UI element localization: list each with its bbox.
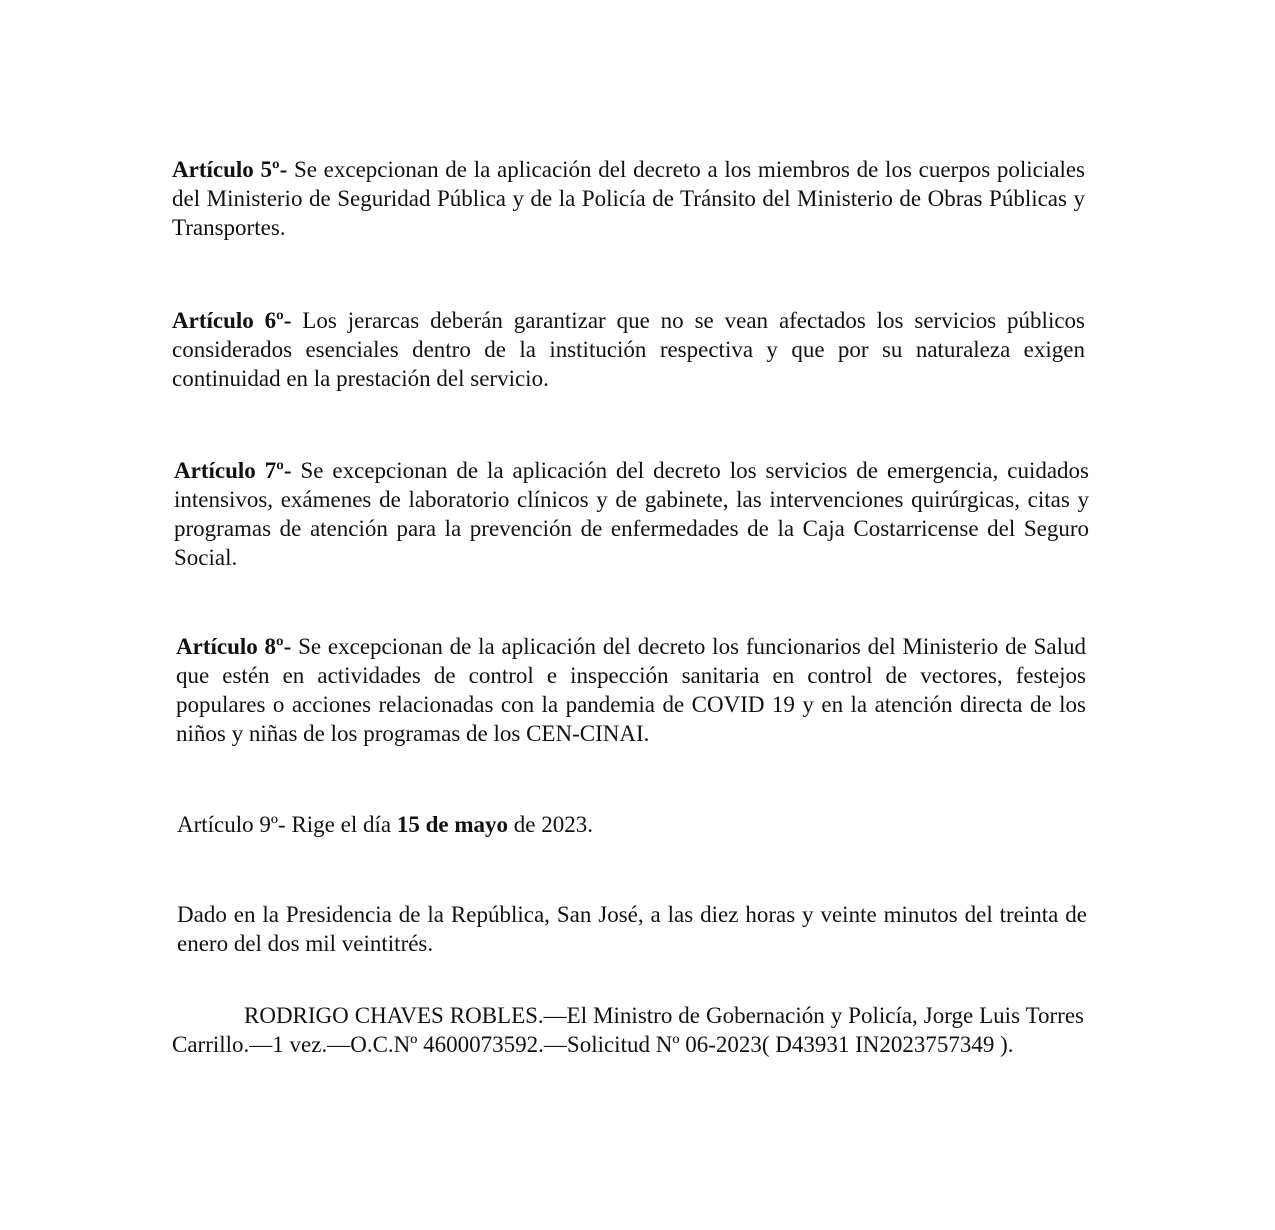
article-9 xyxy=(177,810,1082,839)
article-8 xyxy=(176,632,1086,748)
article-6-text: Los jerarcas deberán garantizar que no se vean afectados los servicios públicos considerados esenciales dentro de la institución respectiva y que por su naturaleza exigen continuidad en la prestación del servicio. xyxy=(172,308,1085,391)
article-7 xyxy=(174,456,1089,572)
article-6-heading: Artículo 6º- xyxy=(172,308,292,333)
signature-paragraph: RODRIGO CHAVES ROBLES.—El Ministro de Gobernación y Policía, Jorge Luis Torres Carrillo.—1 vez.—O.C.Nº 4600073592.—Solicitud Nº 06-2023( D43931 IN2023757349 ). xyxy=(172,1003,1084,1057)
article-9-date: 15 de mayo xyxy=(396,812,508,837)
article-7-heading: Artículo 7º- xyxy=(174,458,292,483)
article-8-heading: Artículo 8º- xyxy=(176,634,292,659)
article-5-heading: Artículo 5º- xyxy=(172,157,288,182)
article-7-text: Se excepcionan de la aplicación del decreto los servicios de emergencia, cuidados intensivos, exámenes de laboratorio clínicos y de gabinete, las intervenciones quirúrgicas, citas y programas de atención para la prevención de enfermedades de la Caja Costarricense del Seguro Social. xyxy=(174,458,1089,570)
article-6 xyxy=(172,306,1085,393)
given-at-paragraph: Dado en la Presidencia de la República, San José, a las diez horas y veinte minutos del treinta de enero del dos mil veintitrés. xyxy=(177,902,1087,956)
article-8-text: Se excepcionan de la aplicación del decreto los funcionarios del Ministerio de Salud que estén en actividades de control e inspección sanitaria en control de vectores, festejos populares o acciones relacionadas con la pandemia de COVID 19 y en la atención directa de los niños y niñas de los programas de los CEN-CINAI. xyxy=(176,634,1086,746)
article-9-prefix: Artículo 9º- Rige el día xyxy=(177,812,397,837)
article-9-suffix: de 2023. xyxy=(508,812,593,837)
article-5-text: Se excepcionan de la aplicación del decreto a los miembros de los cuerpos policiales del Ministerio de Seguridad Pública y de la Policía de Tránsito del Ministerio de Obras Públicas y Transportes. xyxy=(172,157,1085,240)
article-5 xyxy=(172,155,1085,242)
